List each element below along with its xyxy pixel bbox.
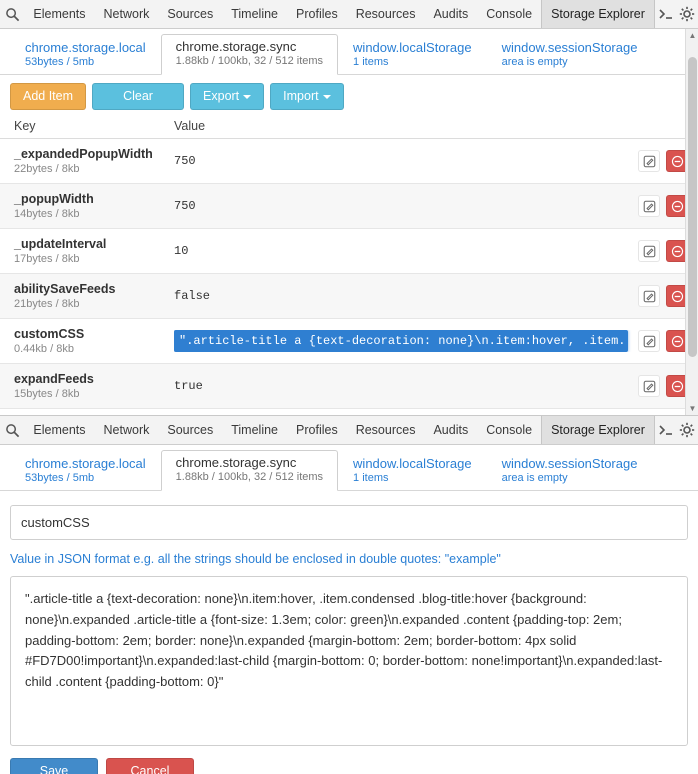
gear-icon[interactable] [676,416,698,444]
edit-icon[interactable] [638,195,660,217]
row-key-name: customCSS [14,327,85,341]
storage-tab-title: window.sessionStorage [501,456,638,471]
scrollbar-thumb[interactable] [688,57,697,357]
storage-tab-title: window.localStorage [353,456,472,471]
storage-tab-subtitle: 1.88kb / 100kb, 32 / 512 items [175,55,324,68]
row-key-size: 22bytes / 8kb [14,163,80,175]
tab-resources[interactable]: Resources [355,7,416,21]
edit-key-field[interactable]: customCSS [10,505,688,540]
vertical-scrollbar[interactable] [685,29,698,415]
table-row[interactable] [0,409,698,416]
tab-profiles[interactable]: Profiles [296,7,338,21]
row-value-cell: false [174,289,211,303]
row-key-name: _popupWidth [14,192,94,206]
tab-network[interactable]: Network [103,7,150,21]
storage-tab-chrome-storage-sync[interactable] [161,450,338,491]
storage-tab-window-localstorage[interactable] [338,451,487,491]
tab-console[interactable]: Console [486,7,533,21]
storage-explorer-edit-panel [0,416,698,774]
chevron-down-icon [243,95,251,99]
row-value-cell: 750 [174,199,196,213]
tab-elements[interactable]: Elements [33,423,86,437]
edit-icon[interactable] [638,240,660,262]
table-header [0,116,698,139]
tab-storage-explorer[interactable]: Storage Explorer [541,416,655,444]
devtools-toolbar [0,0,698,29]
row-key-size: 14bytes / 8kb [14,208,80,220]
clear-button[interactable]: Clear [92,83,184,110]
scroll-down-arrow-icon[interactable]: ▼ [688,404,697,413]
tab-resources[interactable]: Resources [355,423,416,437]
row-key-size: 21bytes / 8kb [14,298,80,310]
edit-icon[interactable] [638,330,660,352]
row-value-cell: 750 [174,154,196,168]
search-icon[interactable] [0,416,24,444]
row-key-cell [14,327,174,355]
column-header-value: Value [174,119,206,133]
row-value-cell: true [174,379,203,393]
storage-tab-subtitle: area is empty [501,472,568,485]
import-label: Import [283,89,319,103]
tab-elements[interactable]: Elements [33,7,86,21]
storage-tab-subtitle: 53bytes / 5mb [25,472,95,485]
row-value-cell [174,330,638,352]
edit-form-actions [0,746,698,774]
table-row[interactable] [0,139,698,184]
storage-tab-window-sessionstorage[interactable] [487,35,653,75]
storage-action-bar [0,75,698,116]
storage-tab-subtitle: 1 items [353,56,389,69]
export-button[interactable] [190,83,264,110]
search-icon[interactable] [0,0,24,28]
row-key-cell [14,282,174,310]
edit-icon[interactable] [638,150,660,172]
row-key-cell [14,372,174,400]
table-row[interactable] [0,229,698,274]
row-key-name: expandFeeds [14,372,94,386]
storage-tab-window-sessionstorage[interactable] [487,451,653,491]
console-prompt-icon[interactable] [655,0,677,28]
export-label: Export [203,89,240,103]
storage-area-tabs-2 [0,445,698,491]
storage-tab-subtitle: 53bytes / 5mb [25,56,95,69]
edit-value-textarea[interactable]: ".article-title a {text-decoration: none}\n.item:hover, .item.condensed .blog-title:hover {background: none}\n.expanded .article-title a {font-size: 1.3em; color: green}\n.expanded .content {padding-top: 2em; padding-bottom: 2em; border: none}\n.expanded {margin-bottom: 2em; border-bottom: 4px solid #FD7D00!important}\n.expanded:last-child {margin-bottom: 0; border-bottom: none!important}\n.expanded:last-child .content {padding-bottom: 0}" [10,576,688,746]
storage-tab-chrome-storage-local[interactable] [10,451,161,491]
tab-sources[interactable]: Sources [167,423,214,437]
tab-audits[interactable]: Audits [433,7,469,21]
column-header-key: Key [14,119,36,133]
tab-storage-explorer[interactable]: Storage Explorer [541,0,655,28]
row-key-name: abilitySaveFeeds [14,282,116,296]
row-key-cell [14,237,174,265]
storage-rows [0,139,698,416]
row-actions [638,240,688,262]
table-row[interactable] [0,364,698,409]
storage-tab-title: chrome.storage.sync [175,455,297,470]
storage-tab-window-localstorage[interactable] [338,35,487,75]
gear-icon[interactable] [676,0,698,28]
cancel-button[interactable]: Cancel [106,758,194,774]
import-button[interactable] [270,83,343,110]
row-key-name: _updateInterval [14,237,107,251]
storage-tab-chrome-storage-sync[interactable] [161,34,338,75]
save-button[interactable]: Save [10,758,98,774]
row-key-name: _expandedPopupWidth [14,147,153,161]
storage-tab-title: window.localStorage [353,40,472,55]
row-actions [638,375,688,397]
storage-tab-subtitle: 1 items [353,472,389,485]
table-row[interactable] [0,274,698,319]
table-row[interactable] [0,184,698,229]
tab-profiles[interactable]: Profiles [296,423,338,437]
row-actions [638,285,688,307]
console-prompt-icon[interactable] [655,416,677,444]
storage-tab-subtitle: 1.88kb / 100kb, 32 / 512 items [175,471,324,484]
edit-icon[interactable] [638,375,660,397]
row-actions [638,195,688,217]
storage-tab-title: chrome.storage.local [25,40,146,55]
row-key-cell [14,192,174,220]
row-value-input[interactable] [174,330,628,352]
storage-tab-subtitle: area is empty [501,56,568,69]
json-format-hint: Value in JSON format e.g. all the strings should be enclosed in double quotes: "example" [10,552,501,566]
edit-icon[interactable] [638,285,660,307]
storage-tab-chrome-storage-local[interactable] [10,35,161,75]
scroll-up-arrow-icon[interactable]: ▲ [688,31,697,40]
tab-timeline[interactable]: Timeline [231,7,279,21]
row-key-cell [14,147,174,175]
storage-tab-title: window.sessionStorage [501,40,638,55]
row-actions [638,150,688,172]
row-key-size: 17bytes / 8kb [14,253,80,265]
tab-network[interactable]: Network [103,423,150,437]
tab-console[interactable]: Console [486,423,533,437]
table-row-editing[interactable] [0,319,698,364]
row-actions [638,330,688,352]
tab-timeline[interactable]: Timeline [231,423,279,437]
row-value-cell: 10 [174,244,189,258]
row-key-size: 0.44kb / 8kb [14,343,74,355]
storage-tab-title: chrome.storage.local [25,456,146,471]
add-item-button[interactable]: Add Item [10,83,86,110]
storage-area-tabs [0,29,698,75]
devtools-toolbar-2 [0,416,698,445]
row-key-size: 15bytes / 8kb [14,388,80,400]
tab-audits[interactable]: Audits [433,423,469,437]
tab-sources[interactable]: Sources [167,7,214,21]
chevron-down-icon [323,95,331,99]
storage-tab-title: chrome.storage.sync [175,39,297,54]
